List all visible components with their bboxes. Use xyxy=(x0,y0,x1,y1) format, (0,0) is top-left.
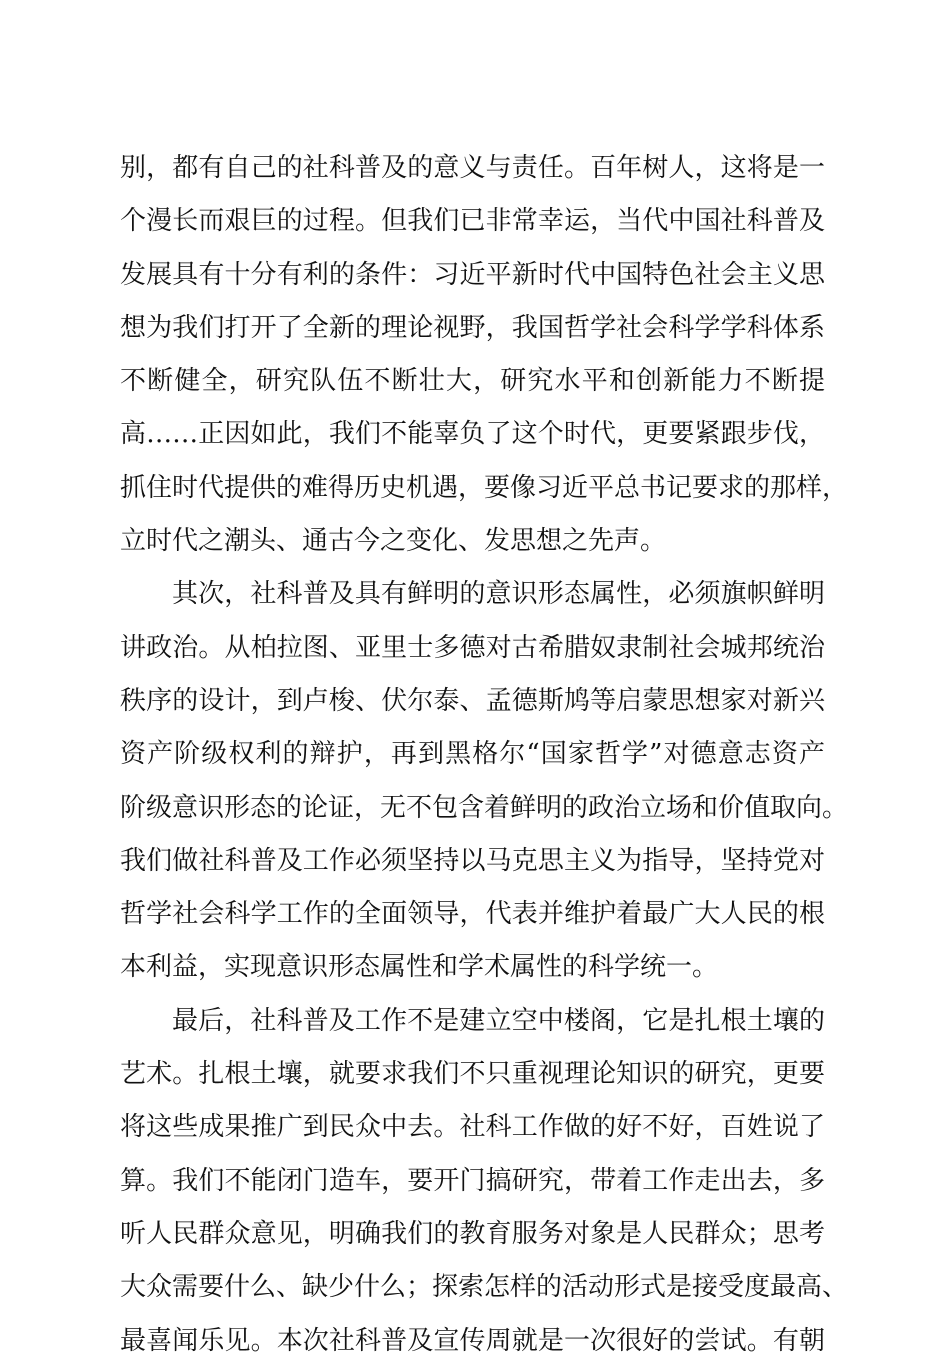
text-line: 资产阶级权利的辩护，再到黑格尔“国家哲学”对德意志资产 xyxy=(120,739,825,770)
text-line: 发展具有十分有利的条件：习近平新时代中国特色社会主义思 xyxy=(120,259,825,290)
text-line: 不断健全，研究队伍不断壮大，研究水平和创新能力不断提 xyxy=(120,366,825,397)
text-line: 算。我们不能闭门造车，要开门搞研究，带着工作走出去，多 xyxy=(120,1165,825,1196)
text-line: 个漫长而艰巨的过程。但我们已非常幸运，当代中国社科普及 xyxy=(120,206,825,237)
text-line: 想为我们打开了全新的理论视野，我国哲学社会科学学科体系 xyxy=(120,312,825,343)
text-line: 听人民群众意见，明确我们的教育服务对象是人民群众；思考 xyxy=(120,1218,825,1249)
paragraph-start-line: 最后，社科普及工作不是建立空中楼阁，它是扎根土壤的 xyxy=(172,1005,825,1036)
body-text xyxy=(120,142,849,1368)
text-line: 抓住时代提供的难得历史机遇，要像习近平总书记要求的那样， xyxy=(120,472,849,503)
paragraph-end-line: 立时代之潮头、通古今之变化、发思想之先声。 xyxy=(120,526,667,557)
text-line: 哲学社会科学工作的全面领导，代表并维护着最广大人民的根 xyxy=(120,899,825,930)
text-line: 最喜闻乐见。本次社科普及宣传周就是一次很好的尝试。有朝 xyxy=(120,1325,825,1356)
text-line: 讲政治。从柏拉图、亚里士多德对古希腊奴隶制社会城邦统治 xyxy=(120,632,825,663)
text-line: 艺术。扎根土壤，就要求我们不只重视理论知识的研究，更要 xyxy=(120,1059,825,1090)
text-line: 高……正因如此，我们不能辜负了这个时代，更要紧跟步伐， xyxy=(120,419,825,450)
text-line: 大众需要什么、缺少什么；探索怎样的活动形式是接受度最高、 xyxy=(120,1272,849,1303)
text-line: 将这些成果推广到民众中去。社科工作做的好不好，百姓说了 xyxy=(120,1112,825,1143)
text-line: 我们做社科普及工作必须坚持以马克思主义为指导，坚持党对 xyxy=(120,845,825,876)
text-line: 别，都有自己的社科普及的意义与责任。百年树人，这将是一 xyxy=(120,153,825,183)
paragraph-start-line: 其次，社科普及具有鲜明的意识形态属性，必须旗帜鲜明 xyxy=(172,579,825,610)
text-line: 阶级意识形态的论证，无不包含着鲜明的政治立场和价值取向。 xyxy=(120,792,849,823)
paragraph-end-line: 本利益，实现意识形态属性和学术属性的科学统一。 xyxy=(120,952,719,983)
text-line: 秩序的设计，到卢梭、伏尔泰、孟德斯鸠等启蒙思想家对新兴 xyxy=(120,685,825,716)
